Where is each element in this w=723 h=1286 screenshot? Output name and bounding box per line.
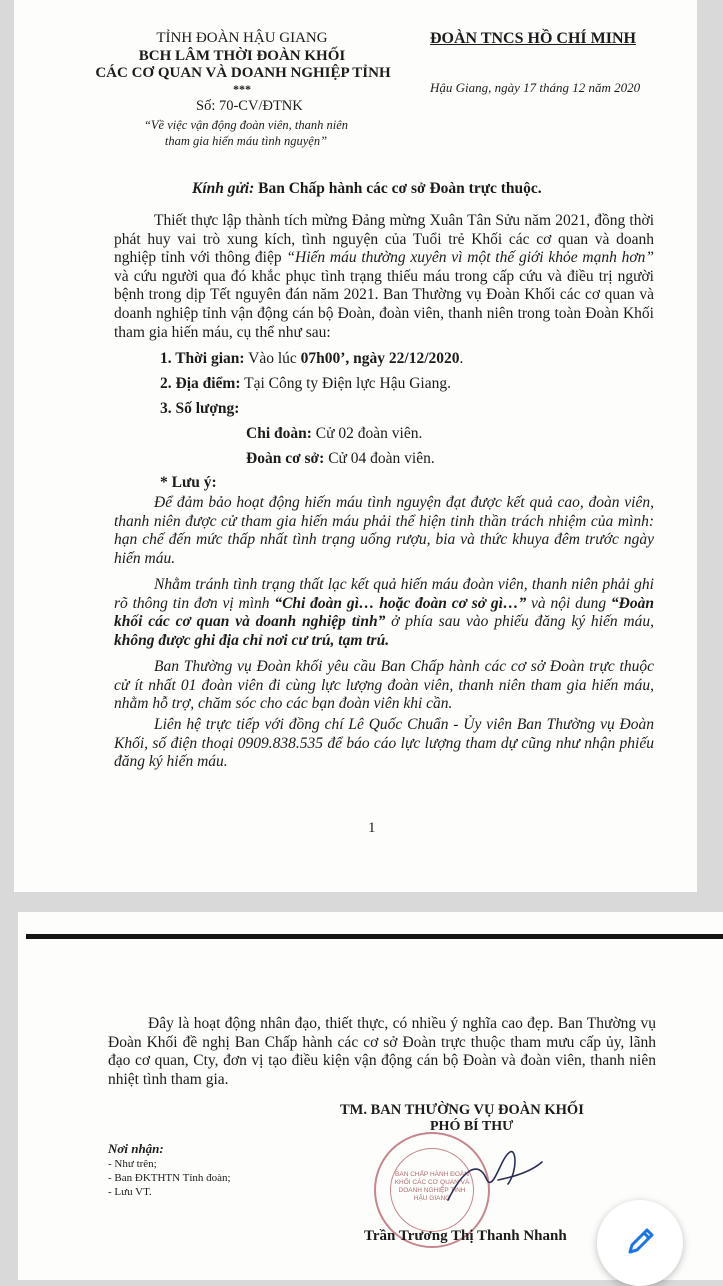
- place-date: Hậu Giang, ngày 17 tháng 12 năm 2020: [430, 80, 641, 95]
- subject-line-1: “Về việc vận động đoàn viên, thanh niên: [143, 118, 349, 132]
- quantity-branch-text: Cử 02 đoàn viên.: [311, 425, 423, 442]
- recipient-label: Kính gửi:: [192, 180, 255, 197]
- quantity-base-label: Đoàn cơ sở:: [246, 450, 325, 467]
- recipients-title: Nơi nhận:: [108, 1141, 164, 1156]
- intro-paragraph: [114, 212, 654, 342]
- note-paragraph-2: [114, 576, 654, 650]
- intro-text-b: và cứu người qua đó khắc phục tình trạng thiếu máu trong cấp cứu và điều trị người bệnh trong dịp Tết nguyên đán năm 2021. Ban Thường vụ Đoàn Khối các cơ quan và doanh nghiệp tỉnh vận động cán bộ Đoàn, đoàn viên, thanh niên trong toàn Đoàn Khối tham gia hiến máu, cụ thể như sau:: [114, 267, 654, 341]
- quantity-base-text: Cử 04 đoàn viên.: [324, 450, 435, 467]
- item-quantity-label: 3. Số lượng:: [160, 400, 240, 417]
- note-2-bold-d: “Đoàn khối các cơ quan và doanh nghiệp tỉnh”: [114, 594, 654, 631]
- subject-line-2: tham gia hiến máu tình nguyện”: [164, 134, 328, 148]
- note-2-text-e: ở phía sau vào phiếu đăng ký hiến máu,: [385, 613, 654, 631]
- quantity-branch-label: Chi đoàn:: [246, 425, 312, 442]
- handwritten-signature: [438, 1140, 548, 1220]
- item-place-label: 2. Địa điểm:: [160, 375, 241, 392]
- page-number: 1: [368, 820, 376, 836]
- note-paragraph-4: Liên hệ trực tiếp với đồng chí Lê Quốc Chuẩn - Ủy viên Ban Thường vụ Đoàn Khối, số điện thoại 0909.838.535 để báo cáo lực lượng tham dự cũng như nhận phiếu đăng ký hiến máu.: [114, 716, 654, 771]
- recipient-item: - Như trên;: [108, 1158, 157, 1170]
- closing-paragraph: Đây là hoạt động nhân đạo, thiết thực, có nhiều ý nghĩa cao đẹp. Ban Thường vụ Đoàn Khối đề nghị Ban Chấp hành các cơ sở Đoàn trực thuộc tham mưu cấp ủy, lãnh đạo cơ quan, Cty, đơn vị tạo điều kiện vận động cán bộ Đoàn và đoàn viên, thanh niên nhiệt tình tham gia.: [108, 1015, 656, 1088]
- item-time-value: 07h00’, ngày 22/12/2020: [300, 350, 460, 367]
- recipient-name: Ban Chấp hành các cơ sở Đoàn trực thuộc.: [258, 180, 542, 197]
- pencil-icon: [624, 1224, 658, 1258]
- edit-button[interactable]: [597, 1200, 683, 1286]
- item-time-label: 1. Thời gian:: [160, 350, 245, 367]
- item-time-end: .: [459, 350, 464, 367]
- recipient-item: - Ban ĐKTHTN Tỉnh đoàn;: [108, 1172, 231, 1184]
- recipient-item: - Lưu VT.: [108, 1186, 152, 1198]
- seal-inner: BAN CHẤP HÀNH ĐOÀN KHỐI CÁC CƠ QUAN VÀ DOANH NGHIỆP TỈNH HẬU GIANG: [390, 1148, 474, 1232]
- sign-title: PHÓ BÍ THƯ: [430, 1119, 514, 1134]
- note-paragraph-1: Để đảm bảo hoạt động hiến máu tình nguyện đạt được kết quả cao, đoàn viên, thanh niên được cử tham gia hiến máu phải thể hiện tinh thần trách nhiệm của mình: hạn chế đến mức thấp nhất tình trạng uống rượu, bia và thức khuya đêm trước ngày hiến máu.: [114, 494, 654, 567]
- note-2-bold-f: không được ghi địa chỉ nơi cư trú, tạm trú.: [114, 631, 390, 649]
- recipient-line: [192, 180, 542, 198]
- org-line-2: BCH LÂM THỜI ĐOÀN KHỐI: [138, 48, 346, 64]
- note-2-text-c: và nội dung: [526, 594, 611, 612]
- signer-name: Trần Trương Thị Thanh Nhanh: [364, 1228, 567, 1244]
- quantity-branch: [246, 425, 422, 443]
- item-time-text: Vào lúc: [244, 350, 301, 367]
- org-stars: ***: [233, 82, 251, 96]
- org-line-3: CÁC CƠ QUAN VÀ DOANH NGHIỆP TỈNH: [95, 65, 391, 81]
- doc-number: Số: 70-CV/ĐTNK: [196, 98, 303, 114]
- union-name: ĐOÀN TNCS HỒ CHÍ MINH: [430, 30, 636, 47]
- item-place-text: Tại Công ty Điện lực Hậu Giang.: [240, 375, 451, 392]
- org-line-1: TỈNH ĐOÀN HẬU GIANG: [156, 30, 328, 46]
- note-2-bold-b: “Chi đoàn gì… hoặc đoàn cơ sở gì…”: [274, 594, 527, 612]
- sign-organization: TM. BAN THƯỜNG VỤ ĐOÀN KHỐI: [340, 1102, 584, 1118]
- top-divider: [26, 934, 723, 939]
- quantity-base: [246, 450, 435, 468]
- document-page-1: [14, 0, 697, 892]
- note-2-text-a: Nhằm tránh tình trạng thất lạc kết quả hiến máu đoàn viên, thanh niên phải ghi rõ thông tin đơn vị mình: [114, 576, 654, 612]
- note-paragraph-3: Ban Thường vụ Đoàn khối yêu cầu Ban Chấp hành các cơ sở Đoàn trực thuộc cử ít nhất 01 đoàn viên đi cùng lực lượng đoàn viên, thanh niên tham gia hiến máu, nhằm hỗ trợ, chăm sóc cho các bạn đoàn viên khi cần.: [114, 658, 654, 713]
- note-label: * Lưu ý:: [160, 474, 217, 491]
- item-time: [160, 350, 463, 368]
- intro-quote: “Hiến máu thường xuyên vì một thế giới khỏe mạnh hơn”: [286, 249, 654, 267]
- item-place: [160, 375, 451, 393]
- intro-text-a: Thiết thực lập thành tích mừng Đảng mừng Xuân Tân Sửu năm 2021, đồng thời phát huy vai trò xung kích, tình nguyện của Tuổi trẻ Khối các cơ quan và doanh nghiệp tỉnh với thông điệp: [114, 212, 654, 267]
